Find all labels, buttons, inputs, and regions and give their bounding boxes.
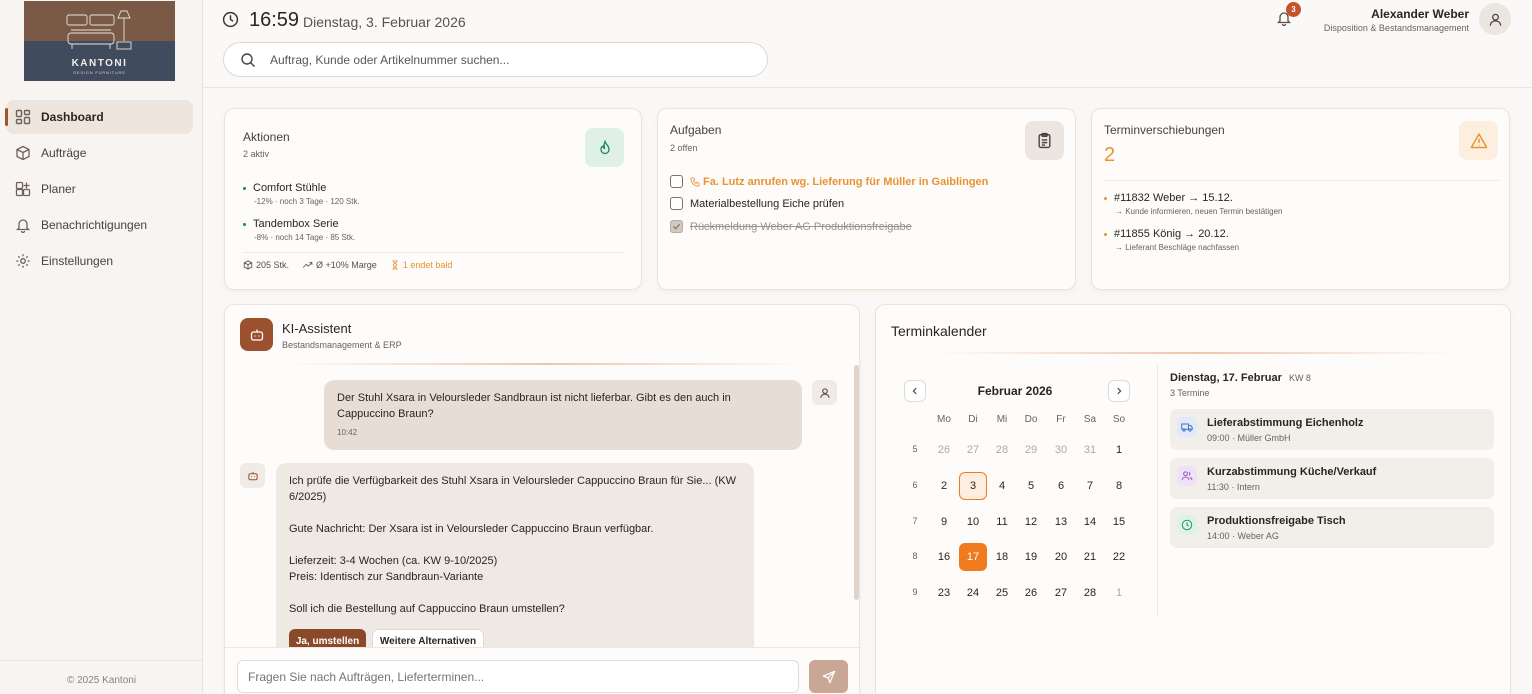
- terminverschiebungen-count: 2: [1104, 144, 1116, 166]
- chevron-left-icon: [911, 387, 919, 395]
- terminverschiebungen-card: [1091, 108, 1510, 290]
- user-icon: [1488, 12, 1503, 27]
- ending-soon: 1 endet bald: [402, 260, 453, 270]
- bullet-dot: [1104, 197, 1107, 200]
- gear-icon: [15, 253, 31, 269]
- bot-avatar: [240, 318, 273, 351]
- task-item[interactable]: [670, 220, 912, 233]
- calendar-day[interactable]: 16: [937, 551, 951, 563]
- clock-icon: [222, 11, 239, 28]
- bullet-dot: [243, 223, 246, 226]
- verschiebung-note: → Lieferant Beschläge nachfassen: [1115, 243, 1240, 252]
- calendar-week-number: 9: [912, 587, 918, 597]
- aktion-meta: -8% · noch 14 Tage · 85 Stk.: [254, 233, 356, 242]
- task-label: Rückmeldung Weber AG Produktionsfreigabe: [690, 220, 912, 233]
- appointment-count: 3 Termine: [1170, 388, 1210, 398]
- chat-title: KI-Assistent: [282, 321, 352, 336]
- message-text: Lieferzeit: 3-4 Wochen (ca. KW 9-10/2025): [289, 555, 498, 567]
- aktionen-card: [224, 108, 642, 290]
- search-input[interactable]: [270, 53, 730, 67]
- appointment-sub: 14:00 · Weber AG: [1207, 531, 1279, 541]
- calendar-day[interactable]: 27: [1054, 587, 1068, 599]
- calendar-weekday: Sa: [1083, 414, 1097, 425]
- verschiebung-title: #11855 König → 20.12.: [1114, 228, 1229, 240]
- bot-message-avatar: [240, 463, 265, 488]
- calendar-day[interactable]: 11: [996, 516, 1008, 528]
- sidebar-item-benachrichtigungen[interactable]: [6, 208, 193, 242]
- calendar-day[interactable]: 28: [995, 444, 1009, 456]
- sidebar-item-label: Dashboard: [41, 110, 104, 124]
- message-time: 10:42: [337, 428, 358, 437]
- task-checkbox[interactable]: [670, 175, 683, 188]
- aktionen-title: Aktionen: [243, 130, 290, 144]
- global-search[interactable]: [223, 42, 768, 77]
- truck-icon: [1181, 421, 1193, 433]
- appointment-title: Produktionsfreigabe Tisch: [1207, 515, 1346, 527]
- task-label: Materialbestellung Eiche prüfen: [690, 197, 845, 210]
- aktion-name: Comfort Stühle: [253, 182, 327, 194]
- calendar-week-number: 6: [912, 480, 918, 490]
- user-icon: [819, 387, 831, 399]
- appointment-item[interactable]: [1170, 409, 1494, 450]
- send-icon: [822, 670, 836, 684]
- aufgaben-title: Aufgaben: [670, 123, 722, 137]
- sidebar: [0, 0, 203, 694]
- message-text: Preis: Identisch zur Sandbraun-Variante: [289, 571, 484, 583]
- user-message-bubble: [324, 380, 802, 450]
- calendar-day[interactable]: 4: [998, 480, 1006, 492]
- calendar-day[interactable]: 23: [937, 587, 951, 599]
- aufgaben-card: [657, 108, 1076, 290]
- task-checkbox[interactable]: [670, 220, 683, 233]
- sidebar-item-label: Benachrichtigungen: [41, 218, 148, 232]
- task-item[interactable]: [670, 175, 988, 188]
- sidebar-item-label: Aufträge: [41, 146, 87, 160]
- appointment-item[interactable]: [1170, 458, 1494, 499]
- calendar-day[interactable]: 10: [966, 516, 980, 528]
- message-text: Der Stuhl Xsara in Veloursleder Sandbraun ist nicht lieferbar. Gibt es den auch in Cappuccino Braun?: [337, 392, 731, 420]
- calendar-day[interactable]: 31: [1083, 444, 1097, 456]
- calendar-weekday: Mo: [937, 414, 951, 425]
- calendar-day[interactable]: 15: [1112, 516, 1126, 528]
- calendar-day[interactable]: 27: [966, 444, 980, 456]
- sidebar-item-einstellungen[interactable]: [6, 244, 193, 278]
- copyright: © 2025 Kantoni: [0, 660, 203, 686]
- verschiebung-note: → Kunde informieren, neuen Termin bestätigen: [1115, 207, 1283, 216]
- calendar-day-selected[interactable]: 17: [959, 543, 987, 571]
- appointment-title: Kurzabstimmung Küche/Verkauf: [1207, 466, 1377, 478]
- sidebar-item-planer[interactable]: [6, 172, 193, 206]
- calendar-week-number: 8: [912, 551, 918, 561]
- users-icon: [1181, 470, 1193, 482]
- user-name: Alexander Weber: [1371, 7, 1469, 21]
- aktionen-footer: [243, 260, 452, 270]
- divider: [243, 252, 625, 253]
- calendar-weekday: Di: [968, 414, 978, 425]
- chat-scrollbar[interactable]: [854, 365, 859, 600]
- calendar-day[interactable]: 12: [1024, 516, 1038, 528]
- divider: [1104, 180, 1499, 181]
- task-label: Fa. Lutz anrufen wg. Lieferung für Müller in Gaiblingen: [703, 175, 989, 188]
- terminverschiebungen-title: Terminverschiebungen: [1104, 123, 1225, 137]
- aktionen-subtitle: 2 aktiv: [243, 149, 270, 159]
- calendar-day[interactable]: 26: [1024, 587, 1038, 599]
- hourglass-icon: [390, 260, 400, 270]
- verschiebung-title: #11832 Weber → 15.12.: [1114, 192, 1233, 204]
- aktionen-icon-box: [585, 128, 624, 167]
- selected-date: [1170, 372, 1311, 384]
- appointment-icon-box: [1177, 515, 1197, 535]
- calendar-weekday: So: [1112, 414, 1126, 425]
- ki-assistent-card: [224, 304, 860, 694]
- clipboard-icon: [1036, 132, 1053, 149]
- calendar-day[interactable]: 26: [937, 444, 951, 456]
- list-item[interactable]: [243, 218, 355, 242]
- selected-date-label: Dienstag, 17. Februar: [1170, 372, 1282, 384]
- dashboard-grid-icon: [15, 109, 31, 125]
- sidebar-item-label: Planer: [41, 182, 76, 196]
- message-text: Ich prüfe die Verfügbarkeit des Stuhl Xsara in Veloursleder Cappuccino Braun für Sie... (KW 6/2025): [289, 475, 736, 503]
- calendar-day[interactable]: 13: [1054, 516, 1068, 528]
- calendar-day[interactable]: 22: [1112, 551, 1126, 563]
- current-time: 16:59: [249, 9, 300, 31]
- calendar-day[interactable]: 29: [1024, 444, 1038, 456]
- chevron-right-icon: [1115, 387, 1123, 395]
- confirm-switch-button[interactable]: Ja, umstellen: [289, 629, 366, 654]
- calendar-day[interactable]: 24: [966, 587, 980, 599]
- warning-icon-box: [1459, 121, 1498, 160]
- list-item[interactable]: [1104, 192, 1283, 216]
- calendar-day[interactable]: 2: [940, 480, 948, 492]
- avatar[interactable]: [1479, 3, 1511, 35]
- brand-tagline: DESIGN FURNITURE: [73, 70, 126, 75]
- send-button[interactable]: [809, 660, 848, 693]
- calendar-day[interactable]: 19: [1024, 551, 1038, 563]
- appointment-title: Lieferabstimmung Eichenholz: [1207, 417, 1364, 429]
- message-text: Gute Nachricht: Der Xsara ist in Veloursleder Cappuccino Braun verfügbar.: [289, 523, 654, 535]
- bot-message-bubble: [276, 463, 754, 663]
- phone-icon: [690, 177, 700, 187]
- calendar-day[interactable]: 7: [1086, 480, 1094, 492]
- divider: [1157, 365, 1158, 617]
- calendar-day[interactable]: 30: [1054, 444, 1068, 456]
- checkmark-icon: [672, 222, 681, 231]
- calendar-weekday: Fr: [1056, 414, 1066, 425]
- user-message-avatar: [812, 380, 837, 405]
- current-date: Dienstag, 3. Februar 2026: [303, 14, 466, 30]
- calendar-day[interactable]: 8: [1115, 480, 1123, 492]
- header-divider: [936, 352, 1456, 354]
- aktion-name: Tandembox Serie: [253, 218, 339, 230]
- user-role: Disposition & Bestandsmanagement: [1323, 23, 1469, 33]
- clock-icon: [1181, 519, 1193, 531]
- sidebar-item-dashboard[interactable]: [6, 100, 193, 134]
- more-alternatives-button[interactable]: Weitere Alternativen: [372, 629, 484, 654]
- selected-kw: KW 8: [1288, 373, 1311, 383]
- stock-total: 205 Stk.: [256, 260, 290, 270]
- brand-name: KANTONI: [71, 58, 128, 69]
- search-icon: [240, 52, 256, 68]
- list-item[interactable]: [243, 182, 360, 206]
- calendar-week-number: 5: [912, 444, 918, 454]
- trend-up-icon: [302, 260, 313, 270]
- message-text: Soll ich die Bestellung auf Cappuccino Braun umstellen?: [289, 603, 565, 615]
- calendar-day[interactable]: 25: [995, 587, 1009, 599]
- calendar-month: Februar 2026: [977, 384, 1053, 398]
- bullet-dot: [1104, 233, 1107, 236]
- calendar-day[interactable]: 5: [1027, 480, 1035, 492]
- calendar-day[interactable]: 18: [995, 551, 1009, 563]
- flame-icon: [597, 140, 613, 156]
- brand-logo[interactable]: [24, 1, 175, 81]
- calendar-day[interactable]: 6: [1057, 480, 1065, 492]
- sidebar-item-label: Einstellungen: [41, 254, 114, 268]
- calendar-day[interactable]: 14: [1083, 516, 1097, 528]
- calendar-day-today[interactable]: 3: [959, 472, 987, 500]
- planner-grid-icon: [15, 181, 31, 197]
- calendar-title: Terminkalender: [891, 323, 987, 339]
- robot-icon: [249, 327, 265, 343]
- appointment-icon-box: [1177, 466, 1197, 486]
- chat-subtitle: Bestandsmanagement & ERP: [282, 340, 402, 350]
- bell-icon: [15, 217, 31, 233]
- bullet-dot: [243, 187, 246, 190]
- robot-icon: [247, 470, 259, 482]
- notification-count-badge: 3: [1286, 2, 1301, 17]
- appointment-icon-box: [1177, 417, 1197, 437]
- calendar-day[interactable]: 28: [1083, 587, 1097, 599]
- chat-input[interactable]: [237, 660, 799, 693]
- prev-month-button[interactable]: [904, 380, 926, 402]
- calendar-day[interactable]: 20: [1054, 551, 1068, 563]
- appointment-sub: 11:30 · Intern: [1207, 482, 1260, 492]
- calendar-week-number: 7: [912, 516, 918, 526]
- sidebar-item-auftraege[interactable]: [6, 136, 193, 170]
- calendar-weekday: Do: [1024, 414, 1038, 425]
- calendar-weekday: Mi: [996, 414, 1008, 425]
- next-month-button[interactable]: [1108, 380, 1130, 402]
- header-divider: [285, 363, 805, 365]
- calendar-day[interactable]: 1: [1115, 444, 1123, 456]
- calendar-day[interactable]: 9: [940, 516, 948, 528]
- task-checkbox[interactable]: [670, 197, 683, 210]
- calendar-day[interactable]: 21: [1083, 551, 1097, 563]
- appointment-sub: 09:00 · Müller GmbH: [1207, 433, 1291, 443]
- furniture-illustration-icon: [24, 1, 175, 81]
- appointment-item[interactable]: [1170, 507, 1494, 548]
- warning-icon: [1470, 132, 1488, 150]
- aufgaben-subtitle: 2 offen: [670, 143, 698, 153]
- calendar-day[interactable]: 1: [1115, 587, 1123, 599]
- package-icon: [243, 260, 253, 270]
- box-icon: [15, 145, 31, 161]
- aktion-meta: -12% · noch 3 Tage · 120 Stk.: [254, 197, 360, 206]
- list-item[interactable]: [1104, 228, 1239, 252]
- aufgaben-icon-box: [1025, 121, 1064, 160]
- margin-info: Ø +10% Marge: [316, 260, 377, 270]
- task-item[interactable]: [670, 197, 844, 210]
